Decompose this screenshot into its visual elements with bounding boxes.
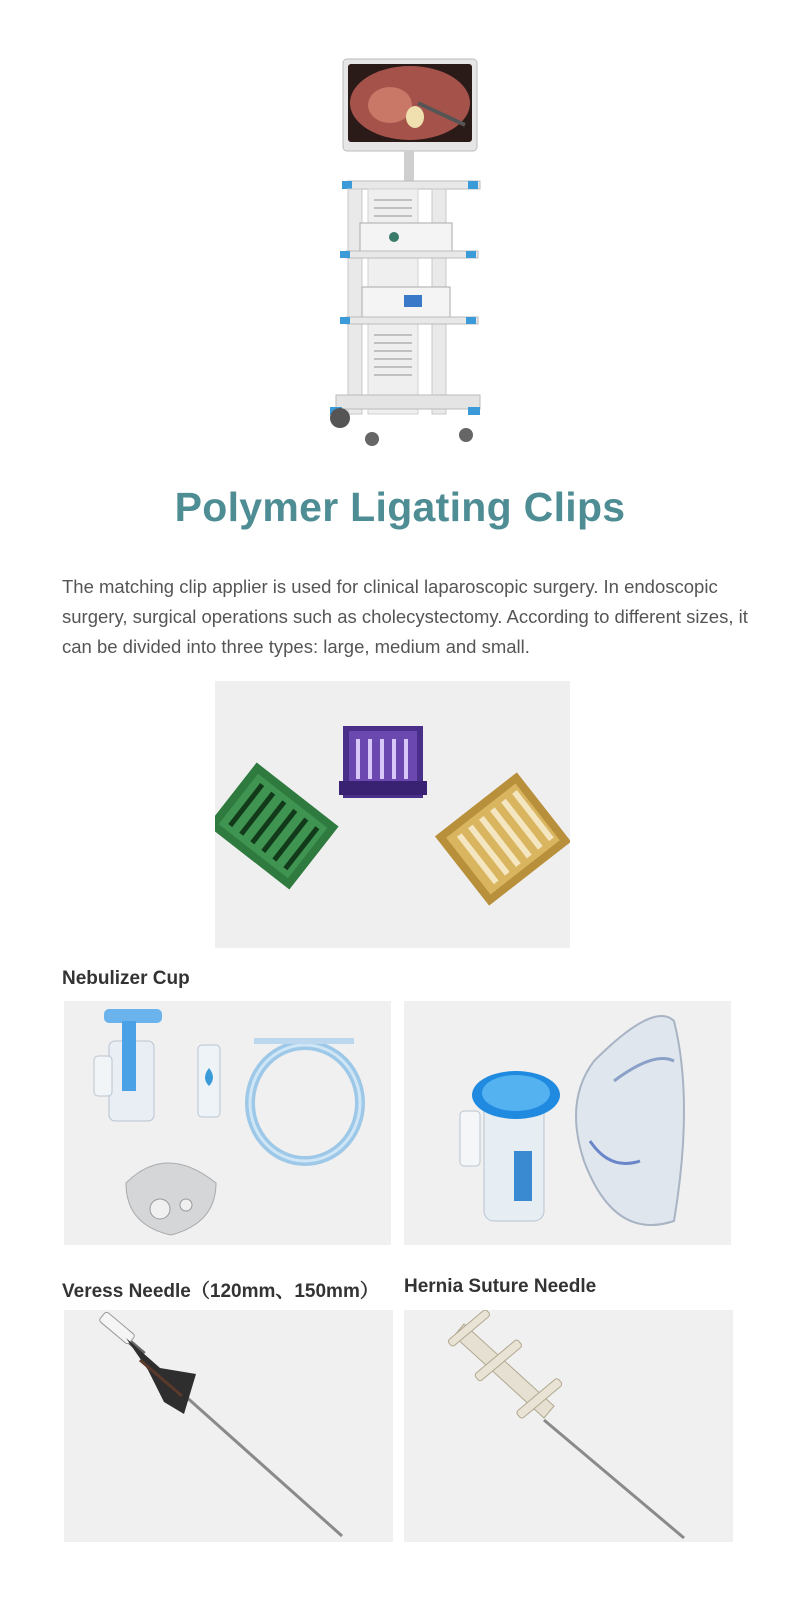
green-clip-cartridge — [215, 762, 339, 889]
veress-needle-heading: Veress Needle（120mm、150mm） — [62, 1281, 379, 1302]
endoscopy-tower-image — [320, 55, 500, 465]
purple-clip-cartridge — [339, 726, 427, 798]
veress-needle-image — [64, 1310, 393, 1542]
nebulizer-cup-heading: Nebulizer Cup — [62, 968, 190, 989]
gold-clip-cartridge — [435, 772, 570, 905]
nebulizer-mask-image — [404, 1001, 731, 1245]
page-title: Polymer Ligating Clips — [174, 484, 626, 530]
nebulizer-kit-image — [64, 1001, 391, 1245]
hernia-suture-needle-image — [404, 1310, 733, 1542]
hernia-suture-needle-heading: Hernia Suture Needle — [404, 1276, 597, 1297]
ligating-clips-image — [215, 681, 570, 948]
product-description: The matching clip applier is used for clinical laparoscopic surgery. In endoscopic surgery, surgical operations such as cholecystectomy. According to different sizes, it can be divided into three types: large, medium and small. — [62, 576, 748, 657]
